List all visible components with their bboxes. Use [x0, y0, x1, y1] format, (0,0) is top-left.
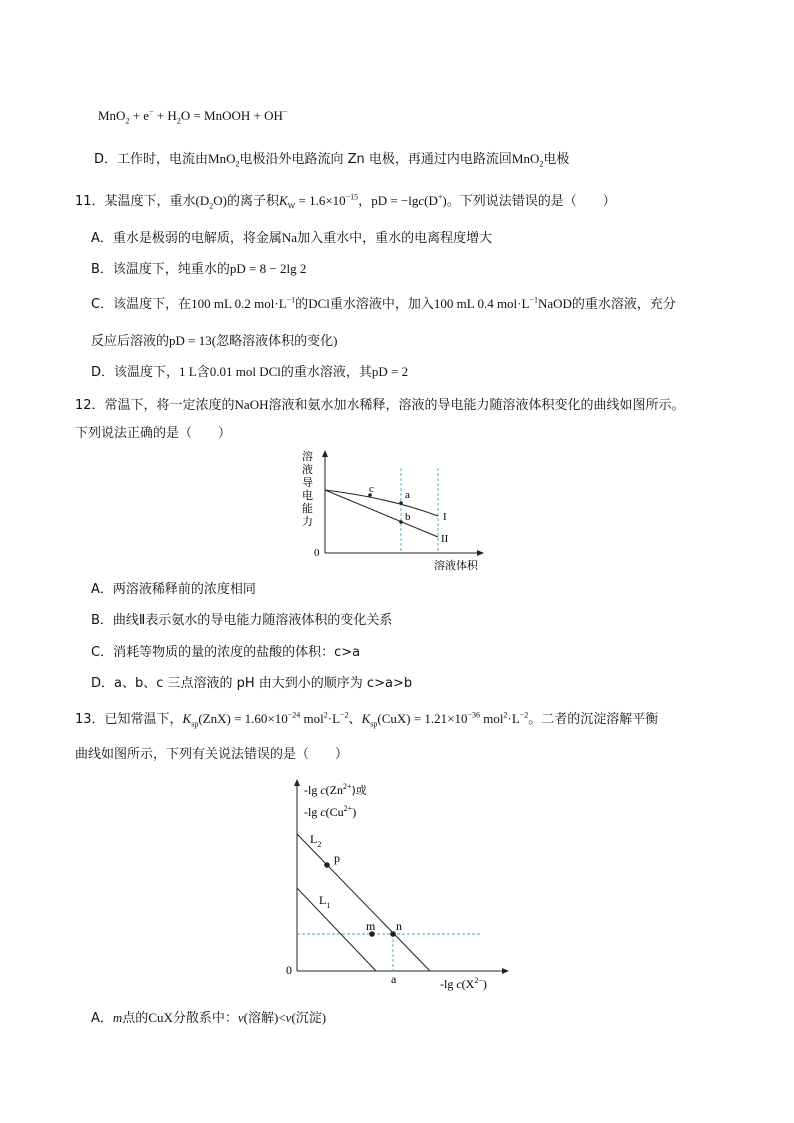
text: 点的: [122, 1011, 149, 1026]
text: 曲线如图所示，下列有关说法错误的是（ ）: [75, 747, 349, 762]
y-axis-label-char: 电: [302, 490, 313, 502]
label-n: n: [396, 919, 402, 933]
eq-part: MnO: [98, 108, 126, 123]
text: 反应后溶液的: [91, 334, 170, 349]
text: 13．已知常温下，: [75, 712, 183, 727]
label-L2: $L_2$: [310, 832, 322, 849]
y-axis-arrow: [294, 779, 300, 786]
text: C．该温度下，在: [91, 297, 192, 312]
text: 电极: [543, 152, 570, 167]
text: 分散系中：: [172, 1011, 238, 1026]
x-axis-label: 溶液体积: [434, 560, 478, 572]
text: A．重水是极弱的电解质，将金属: [91, 231, 282, 246]
text: 加入重水中，重水的电离程度增大: [297, 231, 493, 246]
text: (溶解)<: [243, 1010, 286, 1025]
x-axis-arrow: [502, 968, 509, 974]
y-axis-label-char: 力: [302, 516, 313, 528]
eq-sub: 2: [125, 116, 130, 126]
sup: −24: [287, 710, 301, 720]
text: mol: [300, 711, 324, 726]
text: C．消耗等物质的量的浓度的盐酸的体积：c>a: [91, 645, 361, 660]
sup: −1: [529, 295, 538, 305]
sup: 2: [503, 710, 508, 720]
text: mol: [480, 711, 504, 726]
origin-label: 0: [314, 547, 320, 559]
text: 的: [295, 297, 309, 312]
q12-stem-line2: [75, 426, 231, 442]
y-axis-label-char: 导: [302, 477, 313, 489]
sub: 2: [235, 159, 240, 169]
point-b: [399, 520, 403, 524]
label-b: b: [405, 511, 411, 523]
text: ): [442, 193, 447, 208]
text: (ZnX) = 1.60×10: [198, 711, 288, 726]
q13-stem-line1: [75, 711, 658, 728]
sub: W: [287, 201, 296, 211]
text: K: [279, 193, 288, 208]
line-L2: [297, 834, 430, 971]
text: 12．常温下，将一定浓度的: [75, 398, 235, 413]
text: 溶液和氨水加水稀释，溶液的导电能力随溶液体积变化的曲线如图所示。: [268, 398, 685, 413]
text: Na: [281, 230, 298, 245]
text: 的重水溶液，其: [280, 365, 372, 380]
x-axis-label: -lg $c(X^{2-})$: [440, 976, 487, 991]
point-a: [399, 501, 403, 505]
label-p: p: [334, 851, 340, 865]
q12-option-a: [91, 582, 256, 598]
eq-sup: −: [149, 107, 154, 117]
text: K: [182, 711, 192, 726]
q11-stem: [75, 193, 616, 210]
curve-I: [325, 490, 438, 516]
y-axis-arrow: [322, 450, 328, 457]
text: m: [112, 1010, 123, 1025]
text: pD = 2: [371, 364, 409, 379]
text: (CuX) = 1.21×10: [377, 711, 468, 726]
y-axis-label-char: 液: [302, 464, 313, 476]
text: 1 L: [179, 364, 197, 379]
text: NaOH: [234, 397, 269, 412]
sup: 2: [323, 710, 328, 720]
q12-stem-line1: [75, 397, 685, 414]
text: 100 mL 0.2 mol·L: [191, 296, 287, 311]
label-m: m: [366, 919, 376, 933]
sup: −2: [519, 710, 529, 720]
label-a: a: [405, 489, 410, 501]
text: ·L: [507, 711, 520, 726]
sub: 2: [209, 201, 214, 211]
text: B．该温度下，纯重水的: [91, 262, 230, 277]
sub: sp: [191, 719, 199, 729]
text: B．曲线Ⅱ表示氨水的导电能力随溶液体积的变化关系: [91, 613, 393, 628]
text: 。下列说法错误的是（ ）: [446, 194, 616, 209]
text: NaOD: [537, 296, 572, 311]
q11-option-c-line1: [91, 296, 676, 313]
text: CuX: [148, 1010, 173, 1025]
text: D．a、b、c 三点溶液的 pH 由大到小的顺序为 c>a>b: [91, 676, 413, 691]
text: 重水溶液中，加入: [329, 297, 434, 312]
eq-part: + e: [129, 108, 150, 123]
text: (沉淀): [291, 1010, 327, 1025]
sup: −15: [345, 192, 359, 202]
label-a: a: [391, 972, 397, 986]
label-L1: $L_1$: [319, 893, 331, 910]
origin-label: 0: [286, 963, 292, 977]
q11-option-a: [91, 230, 492, 247]
text: D．工作时，电流由: [94, 152, 209, 167]
q13-option-a: [91, 1010, 326, 1027]
text: 电极沿外电路流向 Zn 电极，再通过内电路流回: [239, 152, 512, 167]
q11-option-c-line2: [91, 333, 337, 350]
x-axis-arrow: [477, 550, 484, 556]
text: ·L: [327, 711, 341, 726]
text: v: [237, 1010, 244, 1025]
text: 的重水溶液，充分: [571, 297, 676, 312]
q13-stem-line2: [75, 747, 348, 763]
text: 下列说法正确的是（ ）: [75, 426, 232, 441]
text: D．该温度下，: [91, 365, 180, 380]
line-L1: [297, 888, 376, 971]
text: v: [285, 1010, 292, 1025]
sub: 2: [539, 159, 544, 169]
point-p: [324, 862, 330, 868]
q12-option-b: [91, 613, 392, 629]
eq-part: O = MnOOH + OH: [180, 108, 283, 123]
q12-option-d: [91, 676, 412, 692]
label-I: I: [443, 511, 447, 523]
sup: −36: [467, 710, 481, 720]
text: O): [213, 193, 227, 208]
text: 含: [196, 365, 210, 380]
text: 、: [348, 712, 362, 727]
text: A．两溶液稀释前的浓度相同: [91, 582, 256, 597]
text: 的离子积: [226, 194, 279, 209]
text: 0.01 mol DCl: [209, 364, 281, 379]
q11-option-b: [91, 261, 306, 278]
sup: −2: [340, 710, 349, 720]
q11-option-d: [91, 364, 408, 381]
eq-sub: 2: [176, 116, 181, 126]
q13-solubility-figure: [282, 776, 532, 996]
q12-option-c: [91, 645, 360, 661]
text: pD = −lg: [371, 193, 419, 208]
text: pD = 8 − 2lg 2: [229, 261, 307, 276]
q12-conductivity-figure: [300, 448, 500, 573]
text: ，: [358, 194, 372, 209]
text: K: [361, 711, 371, 726]
text: A．: [91, 1011, 113, 1026]
text: MnO: [208, 151, 236, 166]
label-II: II: [441, 533, 449, 545]
text: MnO: [511, 151, 540, 166]
text: c: [418, 193, 425, 208]
sup: +: [437, 192, 443, 202]
eq-part: + H: [153, 108, 177, 123]
text: DCl: [308, 296, 330, 311]
text: pD = 13: [169, 333, 212, 348]
text: 100 mL 0.4 mol·L: [433, 296, 530, 311]
text: (D: [424, 193, 438, 208]
equation-line: [98, 108, 287, 124]
sub: sp: [370, 719, 378, 729]
y-axis-label-char: 能: [302, 503, 313, 515]
text: 。二者的沉淀溶解平衡: [528, 712, 659, 727]
text: = 1.6×10: [295, 193, 346, 208]
sup: −1: [286, 295, 296, 305]
text: (D: [195, 193, 210, 208]
y-axis-label-line2: -lg $c(Cu^{2+})$: [304, 804, 357, 819]
text: 11．某温度下，重水: [75, 194, 196, 209]
curve-II: [325, 490, 438, 537]
y-axis-label-char: 溶: [302, 451, 313, 463]
q10-option-d: [94, 151, 569, 168]
point-n: [390, 931, 396, 937]
label-c: c: [369, 483, 374, 495]
eq-sup: −: [282, 107, 288, 117]
y-axis-label-line1: -lg $c(Zn^{2+})$或: [304, 782, 367, 797]
text: (忽略溶液体积的变化): [211, 333, 338, 348]
